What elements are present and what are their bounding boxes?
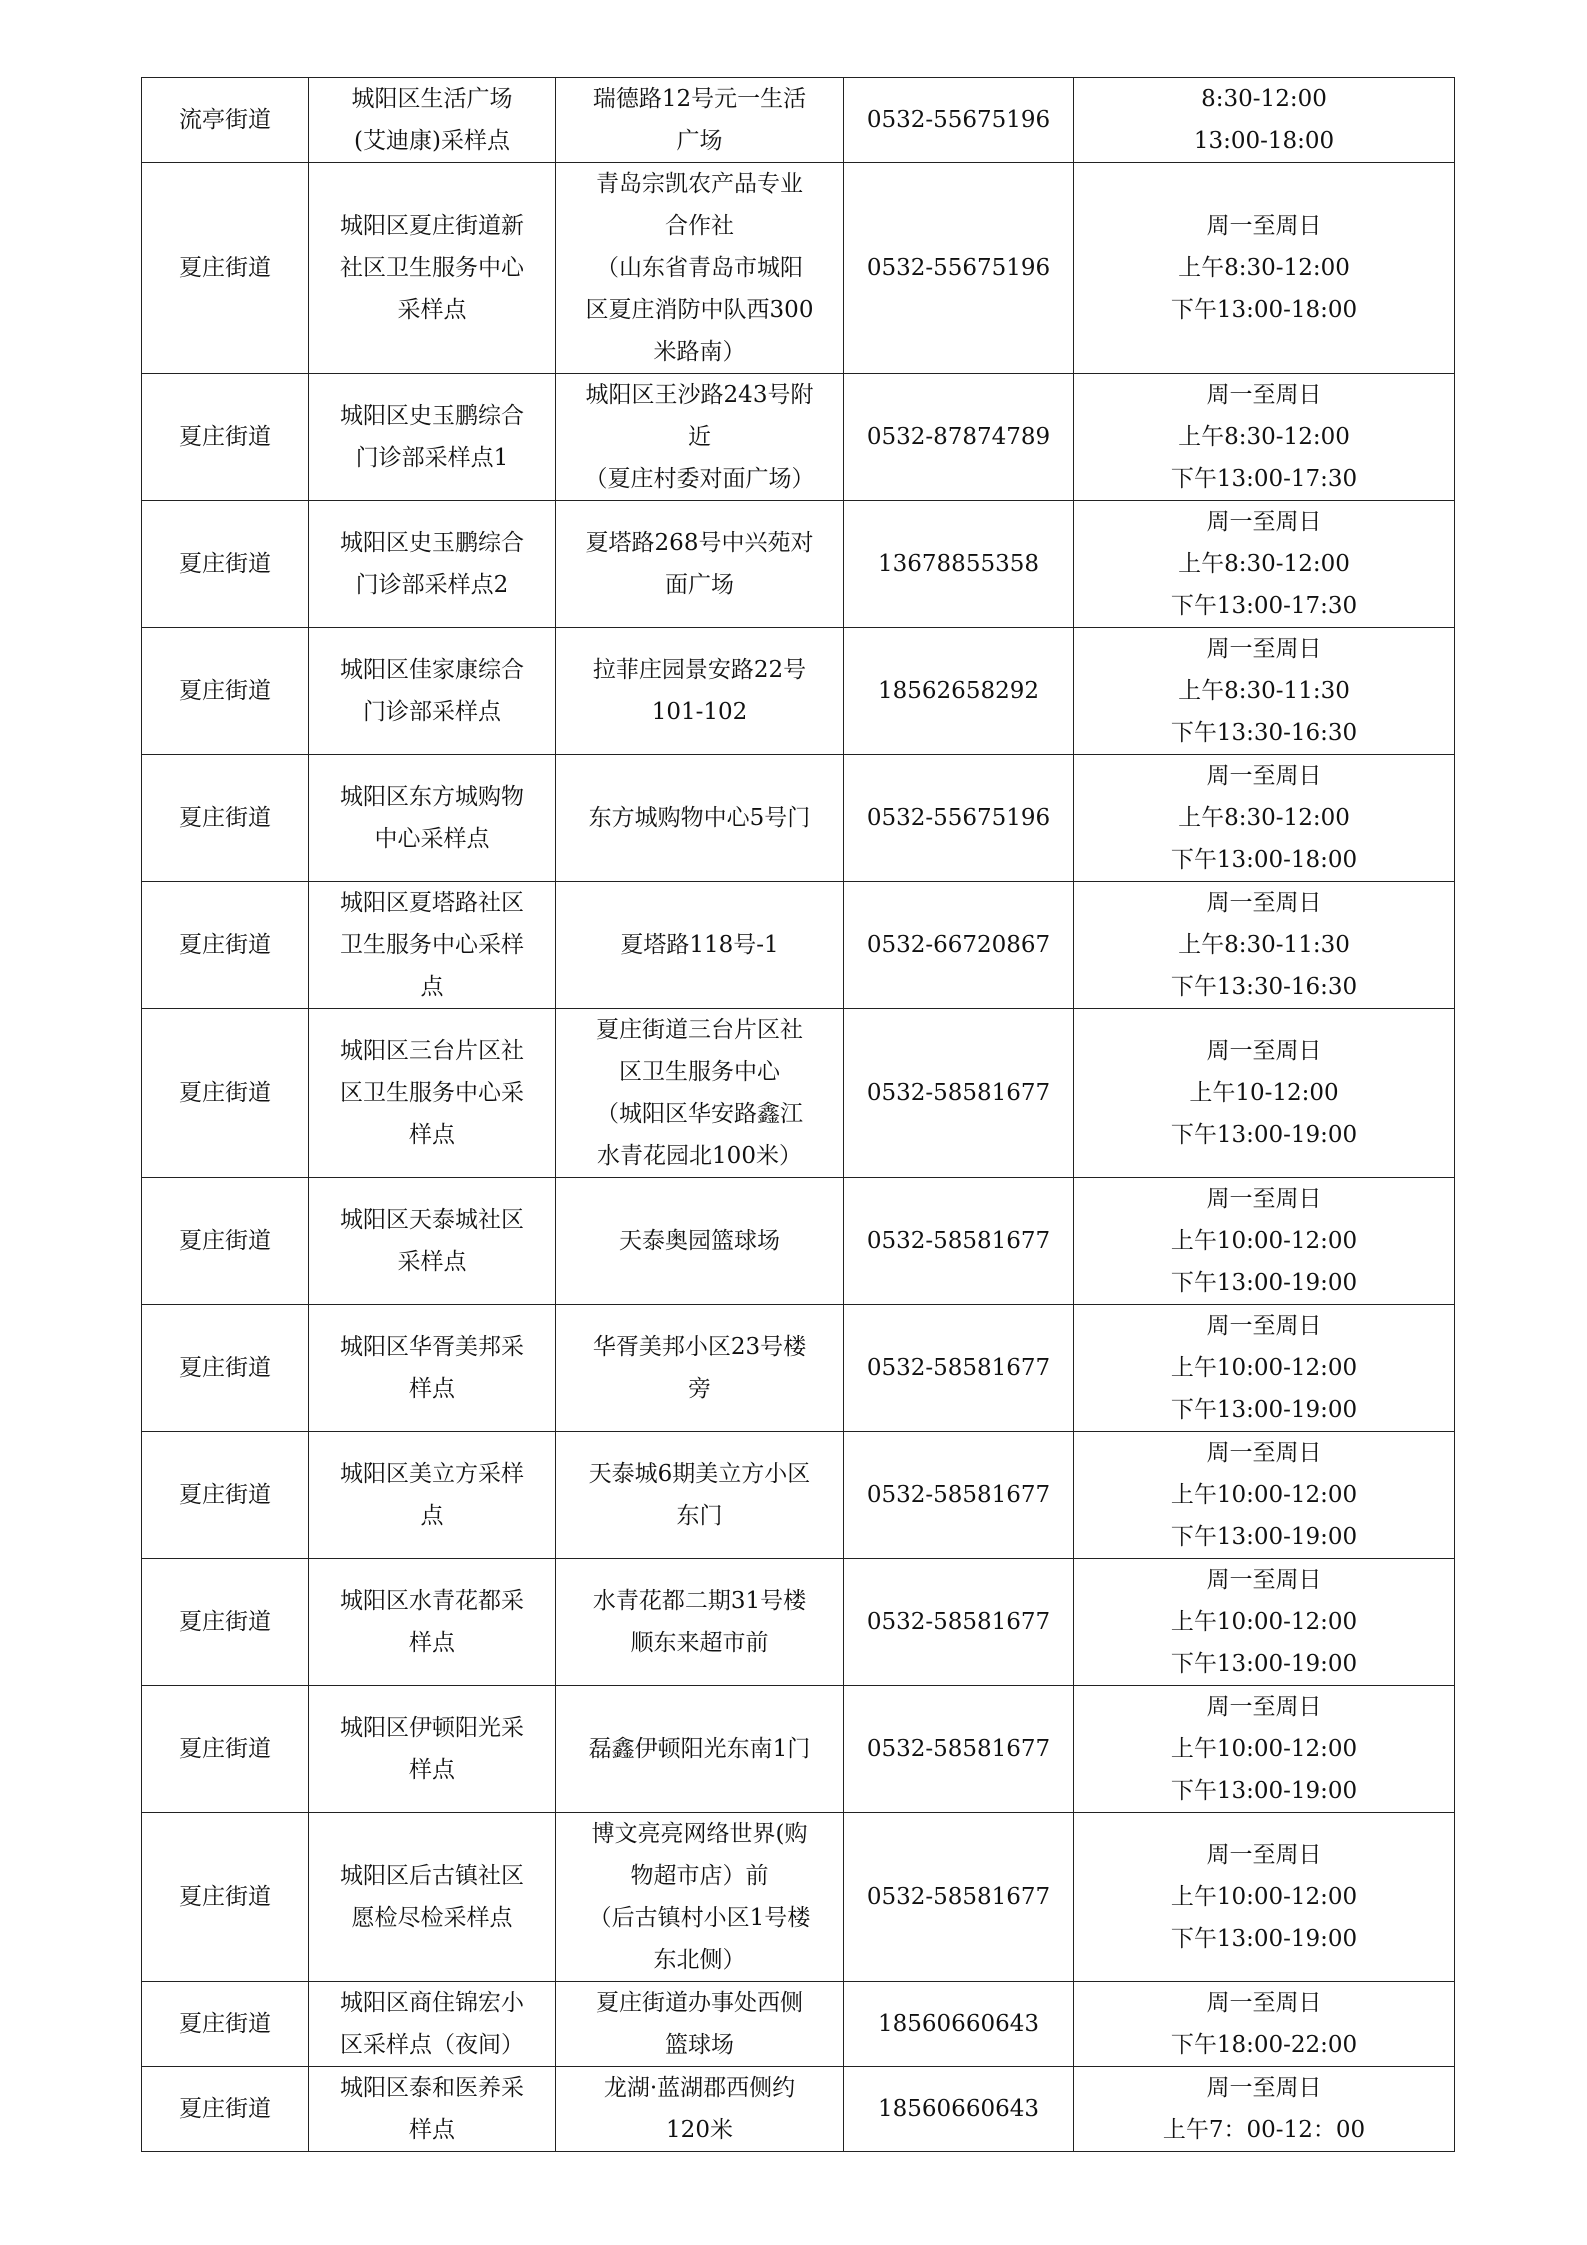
site-name-cell-line: 样点 bbox=[409, 1122, 455, 1148]
site-name-cell bbox=[309, 1559, 556, 1686]
hours-cell-line: 上午8:30-11:30 bbox=[1178, 678, 1350, 704]
hours-cell-line: 上午10:00-12:00 bbox=[1170, 1355, 1358, 1381]
hours-cell-line: 周一至周日 bbox=[1206, 1038, 1322, 1064]
site-name-cell-line: 城阳区史玉鹏综合 bbox=[340, 530, 524, 556]
table-row bbox=[142, 1305, 1455, 1432]
hours-cell-line: 上午10-12:00 bbox=[1189, 1080, 1339, 1106]
site-name-cell-line: 门诊部采样点2 bbox=[355, 572, 509, 598]
site-name-cell-line: 城阳区三台片区社 bbox=[340, 1038, 524, 1064]
address-cell-line: 旁 bbox=[688, 1376, 711, 1402]
hours-cell-line: 周一至周日 bbox=[1206, 1440, 1322, 1466]
site-name-cell bbox=[309, 1813, 556, 1982]
phone-cell: 0532-55675196 bbox=[844, 755, 1074, 882]
site-name-cell-line: 城阳区东方城购物 bbox=[340, 784, 524, 810]
address-cell-line: 物超市店）前 bbox=[630, 1863, 769, 1889]
hours-cell bbox=[1074, 628, 1455, 755]
phone-cell: 0532-55675196 bbox=[844, 78, 1074, 163]
address-cell bbox=[556, 501, 844, 628]
table-row bbox=[142, 163, 1455, 374]
phone-cell: 18560660643 bbox=[844, 2067, 1074, 2152]
address-cell-line: 龙湖·蓝湖郡西侧约 bbox=[603, 2075, 796, 2101]
hours-cell-line: 上午10:00-12:00 bbox=[1170, 1228, 1358, 1254]
phone-cell: 0532-58581677 bbox=[844, 1009, 1074, 1178]
table-row bbox=[142, 374, 1455, 501]
hours-cell bbox=[1074, 1305, 1455, 1432]
site-name-cell-line: 点 bbox=[420, 1503, 444, 1529]
street-cell: 夏庄街道 bbox=[142, 1982, 309, 2067]
hours-cell bbox=[1074, 1178, 1455, 1305]
address-cell-line: （城阳区华安路鑫江 bbox=[596, 1101, 803, 1127]
address-cell-line: 米路南） bbox=[653, 339, 746, 365]
address-cell-line: 夏塔路118号-1 bbox=[620, 932, 779, 958]
address-cell bbox=[556, 755, 844, 882]
site-name-cell bbox=[309, 1432, 556, 1559]
hours-cell-line: 周一至周日 bbox=[1206, 763, 1322, 789]
address-cell bbox=[556, 1982, 844, 2067]
hours-cell bbox=[1074, 1432, 1455, 1559]
site-name-cell-line: 城阳区泰和医养采 bbox=[340, 2075, 524, 2101]
hours-cell-line: 周一至周日 bbox=[1206, 1313, 1322, 1339]
hours-cell-line: 周一至周日 bbox=[1206, 213, 1322, 239]
phone-cell: 0532-58581677 bbox=[844, 1813, 1074, 1982]
hours-cell-line: 周一至周日 bbox=[1206, 509, 1322, 535]
phone-cell: 18562658292 bbox=[844, 628, 1074, 755]
address-cell-line: 磊鑫伊顿阳光东南1门 bbox=[588, 1736, 811, 1762]
address-cell-line: 水青花都二期31号楼 bbox=[592, 1588, 807, 1614]
address-cell-line: 面广场 bbox=[665, 572, 734, 598]
address-cell-line: 区夏庄消防中队西300 bbox=[585, 297, 814, 323]
site-name-cell-line: 样点 bbox=[409, 2117, 455, 2143]
street-cell: 夏庄街道 bbox=[142, 1178, 309, 1305]
street-cell: 夏庄街道 bbox=[142, 1305, 309, 1432]
hours-cell-line: 周一至周日 bbox=[1206, 1186, 1322, 1212]
address-cell-line: 近 bbox=[688, 424, 711, 450]
address-cell bbox=[556, 1178, 844, 1305]
hours-cell-line: 周一至周日 bbox=[1206, 1567, 1322, 1593]
address-cell-line: 夏庄街道办事处西侧 bbox=[596, 1990, 803, 2016]
address-cell bbox=[556, 1813, 844, 1982]
street-cell: 夏庄街道 bbox=[142, 1813, 309, 1982]
address-cell-line: 博文亮亮网络世界(购 bbox=[591, 1821, 808, 1847]
table-row bbox=[142, 1982, 1455, 2067]
address-cell-line: 区卫生服务中心 bbox=[619, 1059, 780, 1085]
site-name-cell bbox=[309, 163, 556, 374]
hours-cell-line: 周一至周日 bbox=[1206, 382, 1322, 408]
table-row bbox=[142, 2067, 1455, 2152]
phone-cell: 0532-66720867 bbox=[844, 882, 1074, 1009]
street-cell: 夏庄街道 bbox=[142, 628, 309, 755]
sampling-sites-table bbox=[141, 77, 1455, 2152]
site-name-cell bbox=[309, 1178, 556, 1305]
street-cell: 夏庄街道 bbox=[142, 163, 309, 374]
hours-cell bbox=[1074, 1009, 1455, 1178]
address-cell-line: 东门 bbox=[676, 1503, 723, 1529]
hours-cell-line: 下午13:00-17:30 bbox=[1170, 593, 1358, 619]
phone-cell: 0532-55675196 bbox=[844, 163, 1074, 374]
site-name-cell-line: 城阳区美立方采样 bbox=[340, 1461, 524, 1487]
street-cell: 夏庄街道 bbox=[142, 374, 309, 501]
hours-cell-line: 周一至周日 bbox=[1206, 1694, 1322, 1720]
site-name-cell bbox=[309, 755, 556, 882]
address-cell-line: 120米 bbox=[666, 2117, 733, 2143]
address-cell bbox=[556, 163, 844, 374]
hours-cell-line: 上午8:30-12:00 bbox=[1178, 424, 1350, 450]
table-row bbox=[142, 1432, 1455, 1559]
hours-cell-line: 上午10:00-12:00 bbox=[1170, 1884, 1358, 1910]
hours-cell bbox=[1074, 501, 1455, 628]
street-cell: 流亭街道 bbox=[142, 78, 309, 163]
site-name-cell bbox=[309, 374, 556, 501]
hours-cell bbox=[1074, 882, 1455, 1009]
hours-cell-line: 下午13:00-19:00 bbox=[1170, 1397, 1358, 1423]
hours-cell-line: 周一至周日 bbox=[1206, 636, 1322, 662]
hours-cell-line: 周一至周日 bbox=[1206, 1842, 1322, 1868]
hours-cell-line: 上午7：00-12：00 bbox=[1162, 2117, 1366, 2143]
hours-cell bbox=[1074, 2067, 1455, 2152]
phone-cell: 0532-58581677 bbox=[844, 1559, 1074, 1686]
hours-cell bbox=[1074, 374, 1455, 501]
site-name-cell bbox=[309, 2067, 556, 2152]
site-name-cell-line: 城阳区夏塔路社区 bbox=[340, 890, 524, 916]
hours-cell-line: 上午8:30-12:00 bbox=[1178, 805, 1350, 831]
table-row bbox=[142, 1813, 1455, 1982]
address-cell-line: 瑞德路12号元一生活 bbox=[592, 86, 807, 112]
site-name-cell-line: 采样点 bbox=[397, 1249, 467, 1275]
hours-cell-line: 下午18:00-22:00 bbox=[1170, 2032, 1358, 2058]
address-cell bbox=[556, 882, 844, 1009]
table-row bbox=[142, 882, 1455, 1009]
hours-cell-line: 下午13:00-17:30 bbox=[1170, 466, 1358, 492]
hours-cell bbox=[1074, 1559, 1455, 1686]
site-name-cell-line: 区卫生服务中心采 bbox=[340, 1080, 524, 1106]
hours-cell-line: 下午13:00-18:00 bbox=[1170, 847, 1358, 873]
street-cell: 夏庄街道 bbox=[142, 1009, 309, 1178]
address-cell-line: 拉菲庄园景安路22号 bbox=[592, 657, 807, 683]
street-cell: 夏庄街道 bbox=[142, 1432, 309, 1559]
site-name-cell-line: 城阳区水青花都采 bbox=[340, 1588, 524, 1614]
hours-cell-line: 下午13:00-19:00 bbox=[1170, 1270, 1358, 1296]
address-cell bbox=[556, 1009, 844, 1178]
address-cell bbox=[556, 1432, 844, 1559]
phone-cell: 0532-58581677 bbox=[844, 1432, 1074, 1559]
site-name-cell-line: 城阳区史玉鹏综合 bbox=[340, 403, 524, 429]
table-row bbox=[142, 1178, 1455, 1305]
hours-cell bbox=[1074, 1813, 1455, 1982]
street-cell: 夏庄街道 bbox=[142, 2067, 309, 2152]
hours-cell-line: 上午8:30-12:00 bbox=[1178, 551, 1350, 577]
address-cell-line: 篮球场 bbox=[665, 2032, 734, 2058]
address-cell-line: 顺东来超市前 bbox=[630, 1630, 769, 1656]
hours-cell bbox=[1074, 1686, 1455, 1813]
site-name-cell-line: 城阳区夏庄街道新 bbox=[340, 213, 524, 239]
site-name-cell-line: 采样点 bbox=[397, 297, 467, 323]
hours-cell-line: 下午13:00-18:00 bbox=[1170, 297, 1358, 323]
table-row bbox=[142, 1686, 1455, 1813]
hours-cell-line: 下午13:00-19:00 bbox=[1170, 1651, 1358, 1677]
address-cell-line: 夏庄街道三台片区社 bbox=[596, 1017, 803, 1043]
hours-cell-line: 13:00-18:00 bbox=[1193, 128, 1335, 154]
hours-cell-line: 下午13:00-19:00 bbox=[1170, 1122, 1358, 1148]
hours-cell-line: 下午13:30-16:30 bbox=[1170, 720, 1358, 746]
site-name-cell-line: 样点 bbox=[409, 1630, 455, 1656]
hours-cell-line: 上午10:00-12:00 bbox=[1170, 1609, 1358, 1635]
site-name-cell-line: 城阳区佳家康综合 bbox=[340, 657, 524, 683]
site-name-cell bbox=[309, 882, 556, 1009]
address-cell-line: （山东省青岛市城阳 bbox=[596, 255, 803, 281]
phone-cell: 0532-58581677 bbox=[844, 1178, 1074, 1305]
hours-cell bbox=[1074, 163, 1455, 374]
phone-cell: 13678855358 bbox=[844, 501, 1074, 628]
phone-cell: 18560660643 bbox=[844, 1982, 1074, 2067]
address-cell-line: 城阳区王沙路243号附 bbox=[585, 382, 814, 408]
hours-cell-line: 周一至周日 bbox=[1206, 1990, 1322, 2016]
hours-cell-line: 上午8:30-11:30 bbox=[1178, 932, 1350, 958]
hours-cell-line: 周一至周日 bbox=[1206, 2075, 1322, 2101]
site-name-cell-line: 社区卫生服务中心 bbox=[340, 255, 524, 281]
address-cell-line: （夏庄村委对面广场） bbox=[584, 466, 815, 492]
table-row bbox=[142, 628, 1455, 755]
address-cell bbox=[556, 1305, 844, 1432]
site-name-cell bbox=[309, 501, 556, 628]
site-name-cell-line: 城阳区生活广场 bbox=[351, 86, 513, 112]
site-name-cell-line: 卫生服务中心采样 bbox=[340, 932, 524, 958]
address-cell-line: 东北侧） bbox=[653, 1947, 746, 1973]
address-cell bbox=[556, 628, 844, 755]
site-name-cell-line: 门诊部采样点 bbox=[363, 699, 501, 725]
hours-cell-line: 下午13:00-19:00 bbox=[1170, 1778, 1358, 1804]
address-cell bbox=[556, 78, 844, 163]
site-name-cell-line: 城阳区天泰城社区 bbox=[340, 1207, 524, 1233]
site-name-cell bbox=[309, 78, 556, 163]
address-cell-line: 东方城购物中心5号门 bbox=[588, 805, 811, 831]
table-row bbox=[142, 755, 1455, 882]
address-cell bbox=[556, 2067, 844, 2152]
site-name-cell bbox=[309, 1009, 556, 1178]
hours-cell-line: 下午13:00-19:00 bbox=[1170, 1524, 1358, 1550]
address-cell-line: 夏塔路268号中兴苑对 bbox=[585, 530, 814, 556]
site-name-cell-line: 城阳区后古镇社区 bbox=[340, 1863, 524, 1889]
hours-cell-line: 8:30-12:00 bbox=[1201, 86, 1327, 112]
hours-cell-line: 下午13:30-16:30 bbox=[1170, 974, 1358, 1000]
site-name-cell bbox=[309, 1305, 556, 1432]
table-row bbox=[142, 1009, 1455, 1178]
site-name-cell-line: 点 bbox=[420, 974, 444, 1000]
site-name-cell bbox=[309, 1982, 556, 2067]
site-name-cell-line: 区采样点（夜间） bbox=[340, 2032, 524, 2058]
site-name-cell bbox=[309, 1686, 556, 1813]
site-name-cell-line: 样点 bbox=[409, 1376, 455, 1402]
site-name-cell-line: 城阳区华胥美邦采 bbox=[340, 1334, 524, 1360]
street-cell: 夏庄街道 bbox=[142, 882, 309, 1009]
site-name-cell-line: 中心采样点 bbox=[374, 826, 490, 852]
table-row bbox=[142, 501, 1455, 628]
address-cell-line: 天泰城6期美立方小区 bbox=[588, 1461, 811, 1487]
hours-cell-line: 周一至周日 bbox=[1206, 890, 1322, 916]
address-cell-line: 青岛宗凯农产品专业 bbox=[596, 171, 803, 197]
site-name-cell-line: 城阳区商住锦宏小 bbox=[340, 1990, 524, 2016]
address-cell-line: （后古镇村小区1号楼 bbox=[588, 1905, 811, 1931]
site-name-cell-line: 样点 bbox=[409, 1757, 455, 1783]
hours-cell-line: 上午10:00-12:00 bbox=[1170, 1482, 1358, 1508]
street-cell: 夏庄街道 bbox=[142, 755, 309, 882]
address-cell bbox=[556, 1686, 844, 1813]
address-cell-line: 水青花园北100米） bbox=[597, 1143, 802, 1169]
street-cell: 夏庄街道 bbox=[142, 1686, 309, 1813]
site-name-cell-line: 愿检尽检采样点 bbox=[351, 1905, 513, 1931]
hours-cell bbox=[1074, 78, 1455, 163]
table-row bbox=[142, 1559, 1455, 1686]
site-name-cell-line: (艾迪康)采样点 bbox=[354, 128, 510, 154]
address-cell-line: 天泰奥园篮球场 bbox=[619, 1228, 780, 1254]
phone-cell: 0532-58581677 bbox=[844, 1686, 1074, 1813]
site-name-cell bbox=[309, 628, 556, 755]
hours-cell bbox=[1074, 1982, 1455, 2067]
hours-cell bbox=[1074, 755, 1455, 882]
street-cell: 夏庄街道 bbox=[142, 501, 309, 628]
address-cell-line: 101-102 bbox=[651, 699, 748, 725]
address-cell-line: 合作社 bbox=[665, 213, 734, 239]
street-cell: 夏庄街道 bbox=[142, 1559, 309, 1686]
address-cell bbox=[556, 374, 844, 501]
table-row bbox=[142, 78, 1455, 163]
address-cell bbox=[556, 1559, 844, 1686]
address-cell-line: 广场 bbox=[676, 128, 723, 154]
site-name-cell-line: 门诊部采样点1 bbox=[355, 445, 509, 471]
phone-cell: 0532-87874789 bbox=[844, 374, 1074, 501]
phone-cell: 0532-58581677 bbox=[844, 1305, 1074, 1432]
hours-cell-line: 下午13:00-19:00 bbox=[1170, 1926, 1358, 1952]
site-name-cell-line: 城阳区伊顿阳光采 bbox=[340, 1715, 524, 1741]
address-cell-line: 华胥美邦小区23号楼 bbox=[592, 1334, 807, 1360]
hours-cell-line: 上午8:30-12:00 bbox=[1178, 255, 1350, 281]
hours-cell-line: 上午10:00-12:00 bbox=[1170, 1736, 1358, 1762]
